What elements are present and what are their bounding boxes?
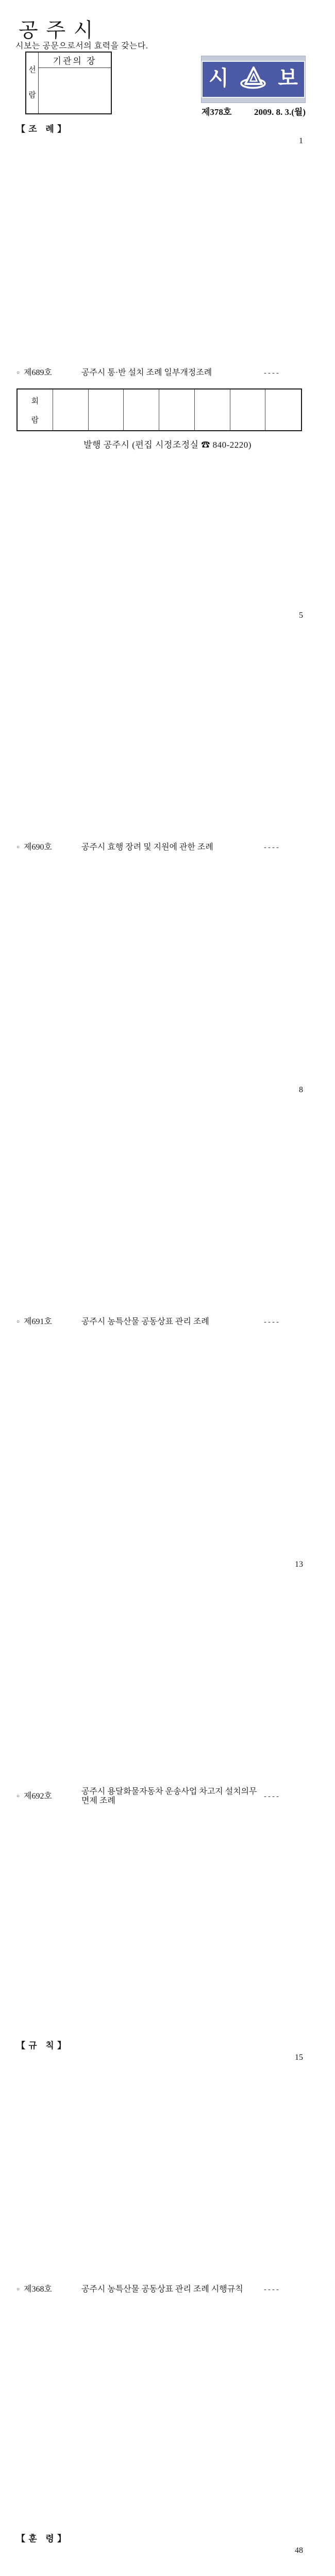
circulation-label-bottom: 람 [31, 416, 39, 425]
circulation-label-cell [18, 389, 53, 430]
circulation-cell [124, 389, 159, 430]
gazette-logo-inner [202, 61, 305, 98]
row-title: 공주시 농특산물 공동상표 관리 조례 [81, 1317, 209, 1326]
row-bullet: ○ [16, 1793, 20, 1799]
table-of-contents [16, 124, 303, 2576]
row-number: 제368호 [24, 2285, 52, 2294]
row-leader: ---- [264, 369, 280, 377]
row-title: 공주시 효행 장려 및 지원에 관한 조례 [81, 843, 213, 852]
row-title: 공주시 용달화물자동차 운송사업 차고지 설치의무 면제 조례 [81, 1787, 257, 1805]
row-number: 제691호 [24, 1317, 52, 1326]
row-leader: ---- [264, 1792, 280, 1801]
row-leader: ---- [264, 843, 280, 852]
circulation-cell [159, 389, 195, 430]
row-bullet: ○ [16, 1319, 20, 1325]
row-page: 1 [289, 136, 303, 610]
stamp-side-column [26, 53, 39, 113]
row-page: 5 [289, 611, 303, 1084]
row-title: 공주시 통·반 설치 조례 일부개정조례 [81, 368, 212, 377]
row-bullet: ○ [16, 370, 20, 376]
row-number: 제689호 [24, 368, 52, 377]
approval-stamp-box [25, 52, 112, 114]
row-page: 15 [289, 2053, 303, 2527]
section-header: 【 조 례 】 [16, 124, 67, 134]
issue-number: 제378호 [202, 107, 232, 117]
row-bullet: ○ [16, 844, 20, 850]
row-number: 제690호 [24, 843, 52, 852]
toc-row [16, 611, 303, 1084]
row-leader: ---- [264, 2285, 280, 2294]
logo-text-left: 시 [209, 67, 229, 90]
row-page: 13 [289, 1560, 303, 2033]
row-page: 8 [289, 1085, 303, 1559]
toc-row [16, 1560, 303, 2033]
row-title: 공주시 농특산물 공동상표 관리 조례 시행규칙 [81, 2285, 243, 2294]
circulation-cell [195, 389, 230, 430]
issue-line [202, 105, 306, 117]
toc-row [16, 1085, 303, 1559]
section-header: 【 규 칙 】 [16, 2041, 67, 2050]
toc-row [16, 136, 303, 610]
circulation-label-top: 회 [31, 397, 39, 405]
circulation-table [16, 388, 302, 431]
stamp-signature-area [39, 68, 111, 113]
stamp-side-char-top: 선 [28, 66, 36, 74]
stamp-box-header: 기관의 장 [39, 53, 111, 68]
gazette-subtitle: 시보는 공문으로서의 효력을 갖는다. [15, 42, 148, 50]
logo-emblem-icon [237, 66, 270, 93]
circulation-cell [53, 389, 89, 430]
circulation-cell [89, 389, 124, 430]
circulation-cell [265, 389, 301, 430]
toc-row [16, 2546, 303, 2576]
section-header: 【 훈 령 】 [16, 2534, 67, 2544]
toc-section-rules [16, 2040, 303, 2527]
logo-text-right: 보 [278, 67, 298, 90]
issue-date: 2009. 8. 3.(월) [254, 107, 306, 117]
stamp-side-char-bottom: 람 [28, 91, 36, 99]
circulation-cell [230, 389, 266, 430]
toc-row [16, 2053, 303, 2527]
row-leader: ---- [264, 1318, 280, 1326]
row-page: 48 [289, 2546, 303, 2576]
footer-publisher: 발행 공주시 (편집 시정조정실 ☎ 840-2220) [83, 440, 252, 450]
page-title: 공 주 시 [19, 20, 95, 42]
row-number: 제692호 [24, 1792, 52, 1801]
gazette-logo [201, 56, 306, 103]
row-bullet: ○ [16, 2286, 20, 2292]
toc-section-directives [16, 2533, 303, 2576]
